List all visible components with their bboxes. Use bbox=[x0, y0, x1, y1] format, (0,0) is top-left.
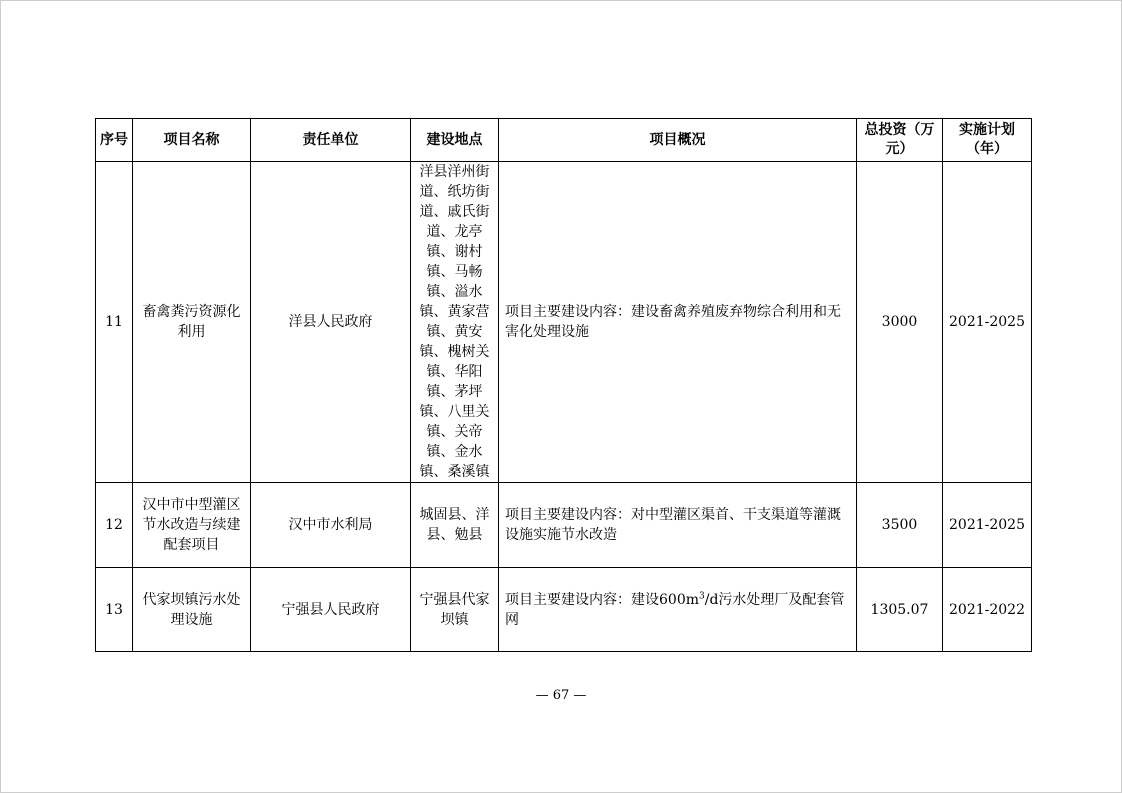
cell-location: 城固县、洋县、勉县 bbox=[411, 483, 499, 568]
cell-overview bbox=[499, 568, 857, 652]
table-row bbox=[96, 568, 1032, 652]
header-overview: 项目概况 bbox=[499, 119, 857, 162]
cell-unit: 汉中市水利局 bbox=[251, 483, 411, 568]
cell-index: 13 bbox=[96, 568, 133, 652]
cell-index: 12 bbox=[96, 483, 133, 568]
header-plan: 实施计划（年） bbox=[943, 119, 1032, 162]
header-investment: 总投资（万元） bbox=[857, 119, 943, 162]
cell-unit: 宁强县人民政府 bbox=[251, 568, 411, 652]
cell-plan: 2021-2025 bbox=[943, 483, 1032, 568]
page-number: — 67 — bbox=[535, 688, 587, 703]
cell-name: 代家坝镇污水处理设施 bbox=[133, 568, 251, 652]
overview-prefix: 项目主要建设内容：建设600m bbox=[505, 591, 699, 608]
cell-overview: 项目主要建设内容：对中型灌区渠首、干支渠道等灌溉设施实施节水改造 bbox=[499, 483, 857, 568]
overview-superscript: 3 bbox=[699, 590, 705, 601]
table-header-row bbox=[96, 119, 1032, 162]
cell-unit: 洋县人民政府 bbox=[251, 162, 411, 483]
cell-plan: 2021-2022 bbox=[943, 568, 1032, 652]
cell-name: 汉中市中型灌区节水改造与续建配套项目 bbox=[133, 483, 251, 568]
cell-investment: 3000 bbox=[857, 162, 943, 483]
cell-name: 畜禽粪污资源化利用 bbox=[133, 162, 251, 483]
header-name: 项目名称 bbox=[133, 119, 251, 162]
cell-index: 11 bbox=[96, 162, 133, 483]
cell-overview: 项目主要建设内容：建设畜禽养殖废弃物综合利用和无害化处理设施 bbox=[499, 162, 857, 483]
cell-location: 洋县洋州街道、纸坊街道、戚氏街道、龙亭镇、谢村镇、马畅镇、溢水镇、黄家营镇、黄安镇、槐树关镇、华阳镇、茅坪镇、八里关镇、关帝镇、金水镇、桑溪镇 bbox=[411, 162, 499, 483]
overview-suffix: /d污水处理厂及配套管网 bbox=[505, 591, 845, 628]
project-table bbox=[95, 118, 1032, 652]
table-row bbox=[96, 483, 1032, 568]
header-unit: 责任单位 bbox=[251, 119, 411, 162]
header-index: 序号 bbox=[96, 119, 133, 162]
cell-plan: 2021-2025 bbox=[943, 162, 1032, 483]
header-location: 建设地点 bbox=[411, 119, 499, 162]
table-row bbox=[96, 162, 1032, 483]
cell-investment: 3500 bbox=[857, 483, 943, 568]
cell-location: 宁强县代家坝镇 bbox=[411, 568, 499, 652]
cell-investment: 1305.07 bbox=[857, 568, 943, 652]
